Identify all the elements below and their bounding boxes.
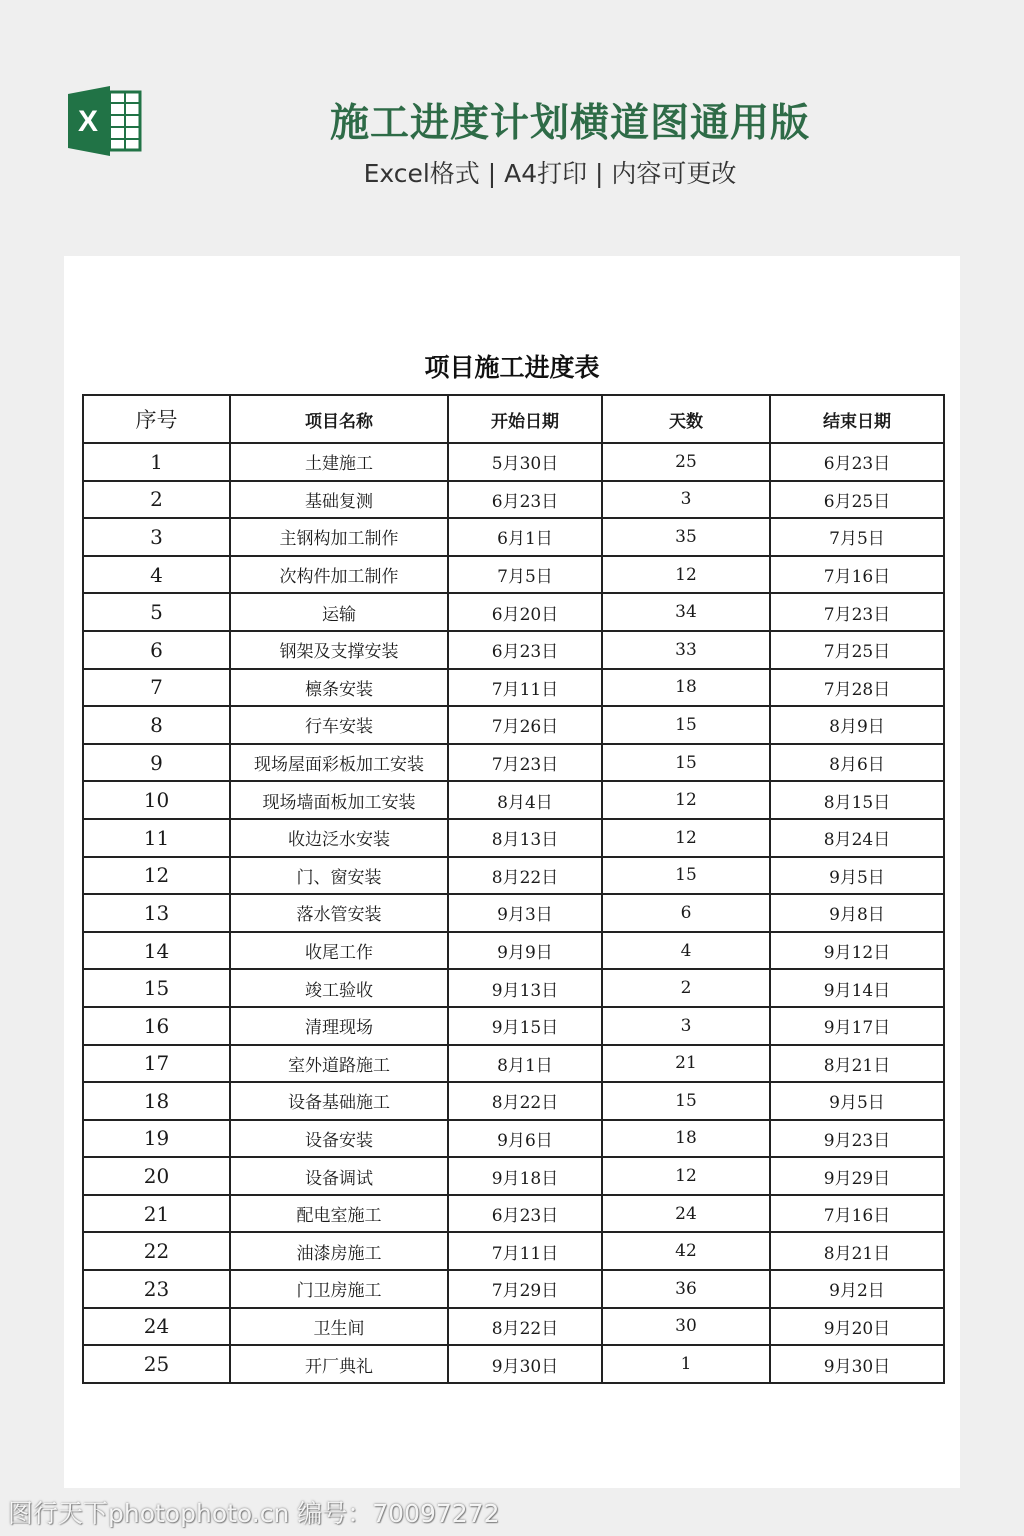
column-header-days: 天数 [602,395,770,443]
cell-start-date: 6月23日 [448,631,602,669]
cell-end-date: 7月23日 [770,593,944,631]
table-row [83,1007,944,1045]
table-body [83,443,944,1383]
cell-index: 19 [83,1120,230,1158]
cell-index: 18 [83,1082,230,1120]
cell-index: 25 [83,1345,230,1383]
cell-days: 3 [602,1007,770,1045]
table-row [83,1345,944,1383]
cell-end-date: 7月16日 [770,556,944,594]
cell-end-date: 9月5日 [770,1082,944,1120]
cell-days: 15 [602,1082,770,1120]
cell-days: 12 [602,781,770,819]
cell-item-name: 配电室施工 [230,1195,448,1233]
table-row [83,894,944,932]
cell-end-date: 9月8日 [770,894,944,932]
cell-days: 30 [602,1308,770,1346]
cell-start-date: 6月20日 [448,593,602,631]
cell-index: 8 [83,706,230,744]
cell-start-date: 8月13日 [448,819,602,857]
table-row [83,1045,944,1083]
cell-index: 15 [83,969,230,1007]
cell-item-name: 收尾工作 [230,932,448,970]
table-row [83,669,944,707]
cell-index: 12 [83,857,230,895]
cell-end-date: 9月12日 [770,932,944,970]
table-row [83,932,944,970]
cell-days: 18 [602,669,770,707]
cell-index: 13 [83,894,230,932]
cell-item-name: 次构件加工制作 [230,556,448,594]
cell-end-date: 9月2日 [770,1270,944,1308]
cell-item-name: 运输 [230,593,448,631]
cell-item-name: 落水管安装 [230,894,448,932]
cell-end-date: 9月5日 [770,857,944,895]
cell-item-name: 油漆房施工 [230,1232,448,1270]
table-row [83,631,944,669]
cell-end-date: 6月25日 [770,481,944,519]
spreadsheet-preview [64,256,960,1488]
cell-start-date: 6月23日 [448,481,602,519]
cell-days: 35 [602,518,770,556]
cell-days: 36 [602,1270,770,1308]
cell-start-date: 7月23日 [448,744,602,782]
cell-end-date: 8月15日 [770,781,944,819]
cell-start-date: 8月1日 [448,1045,602,1083]
table-row [83,556,944,594]
column-header-start-date: 开始日期 [448,395,602,443]
table-row [83,1308,944,1346]
table-row [83,781,944,819]
cell-days: 25 [602,443,770,481]
cell-end-date: 8月6日 [770,744,944,782]
cell-item-name: 钢架及支撑安装 [230,631,448,669]
cell-start-date: 9月3日 [448,894,602,932]
cell-days: 2 [602,969,770,1007]
cell-index: 2 [83,481,230,519]
cell-item-name: 行车安装 [230,706,448,744]
cell-index: 9 [83,744,230,782]
column-header-item-name: 项目名称 [230,395,448,443]
cell-end-date: 8月24日 [770,819,944,857]
table-row [83,706,944,744]
table-row [83,1082,944,1120]
cell-start-date: 9月15日 [448,1007,602,1045]
table-row [83,1195,944,1233]
cell-item-name: 门卫房施工 [230,1270,448,1308]
cell-index: 17 [83,1045,230,1083]
cell-days: 1 [602,1345,770,1383]
cell-days: 3 [602,481,770,519]
cell-item-name: 卫生间 [230,1308,448,1346]
cell-index: 20 [83,1157,230,1195]
cell-end-date: 7月16日 [770,1195,944,1233]
cell-end-date: 9月17日 [770,1007,944,1045]
cell-start-date: 7月26日 [448,706,602,744]
cell-index: 24 [83,1308,230,1346]
table-row [83,969,944,1007]
cell-index: 5 [83,593,230,631]
table-row [83,518,944,556]
cell-days: 42 [602,1232,770,1270]
cell-item-name: 土建施工 [230,443,448,481]
cell-index: 23 [83,1270,230,1308]
cell-index: 7 [83,669,230,707]
cell-end-date: 6月23日 [770,443,944,481]
cell-start-date: 8月22日 [448,1082,602,1120]
cell-index: 4 [83,556,230,594]
cell-start-date: 7月11日 [448,1232,602,1270]
cell-days: 15 [602,744,770,782]
cell-start-date: 8月4日 [448,781,602,819]
cell-item-name: 门、窗安装 [230,857,448,895]
cell-index: 16 [83,1007,230,1045]
cell-days: 4 [602,932,770,970]
page-title: 施工进度计划横道图通用版 [329,101,810,146]
table-row [83,744,944,782]
cell-end-date: 8月21日 [770,1045,944,1083]
watermark-text: 图行天下photophoto.cn 编号：70097272 [8,1499,500,1528]
column-header-index: 序号 [83,395,230,443]
cell-days: 15 [602,857,770,895]
cell-item-name: 现场墙面板加工安装 [230,781,448,819]
cell-item-name: 室外道路施工 [230,1045,448,1083]
cell-index: 10 [83,781,230,819]
cell-item-name: 开厂典礼 [230,1345,448,1383]
cell-start-date: 6月1日 [448,518,602,556]
cell-days: 6 [602,894,770,932]
cell-index: 21 [83,1195,230,1233]
schedule-table [82,394,945,1384]
cell-start-date: 9月30日 [448,1345,602,1383]
table-row [83,1157,944,1195]
table-row [83,1232,944,1270]
cell-days: 12 [602,819,770,857]
cell-index: 11 [83,819,230,857]
cell-days: 12 [602,556,770,594]
cell-item-name: 现场屋面彩板加工安装 [230,744,448,782]
cell-start-date: 7月5日 [448,556,602,594]
cell-days: 24 [602,1195,770,1233]
cell-start-date: 7月29日 [448,1270,602,1308]
cell-start-date: 5月30日 [448,443,602,481]
cell-index: 22 [83,1232,230,1270]
cell-start-date: 8月22日 [448,1308,602,1346]
cell-item-name: 主钢构加工制作 [230,518,448,556]
table-row [83,481,944,519]
cell-end-date: 8月9日 [770,706,944,744]
cell-item-name: 清理现场 [230,1007,448,1045]
cell-end-date: 9月14日 [770,969,944,1007]
cell-end-date: 7月25日 [770,631,944,669]
cell-end-date: 9月29日 [770,1157,944,1195]
column-header-end-date: 结束日期 [770,395,944,443]
cell-start-date: 9月18日 [448,1157,602,1195]
cell-item-name: 设备调试 [230,1157,448,1195]
cell-start-date: 9月9日 [448,932,602,970]
excel-logo-icon [68,86,142,156]
cell-end-date: 9月30日 [770,1345,944,1383]
table-row [83,593,944,631]
cell-end-date: 7月28日 [770,669,944,707]
cell-index: 3 [83,518,230,556]
cell-end-date: 9月23日 [770,1120,944,1158]
cell-end-date: 9月20日 [770,1308,944,1346]
cell-index: 1 [83,443,230,481]
cell-days: 15 [602,706,770,744]
table-row [83,443,944,481]
cell-start-date: 6月23日 [448,1195,602,1233]
table-title: 项目施工进度表 [424,353,600,382]
cell-days: 18 [602,1120,770,1158]
cell-start-date: 8月22日 [448,857,602,895]
cell-days: 33 [602,631,770,669]
table-row [83,1270,944,1308]
cell-end-date: 7月5日 [770,518,944,556]
cell-index: 14 [83,932,230,970]
cell-item-name: 基础复测 [230,481,448,519]
cell-end-date: 8月21日 [770,1232,944,1270]
cell-days: 21 [602,1045,770,1083]
table-row [83,1120,944,1158]
cell-days: 12 [602,1157,770,1195]
table-row [83,819,944,857]
cell-item-name: 收边泛水安装 [230,819,448,857]
cell-item-name: 竣工验收 [230,969,448,1007]
table-header-row [83,395,944,443]
cell-days: 34 [602,593,770,631]
table-row [83,857,944,895]
page-subtitle: Excel格式 | A4打印 | 内容可更改 [363,159,737,188]
cell-item-name: 设备安装 [230,1120,448,1158]
cell-start-date: 7月11日 [448,669,602,707]
excel-logo-letter: X [77,105,99,138]
cell-start-date: 9月6日 [448,1120,602,1158]
cell-index: 6 [83,631,230,669]
cell-start-date: 9月13日 [448,969,602,1007]
cell-item-name: 檩条安装 [230,669,448,707]
cell-item-name: 设备基础施工 [230,1082,448,1120]
